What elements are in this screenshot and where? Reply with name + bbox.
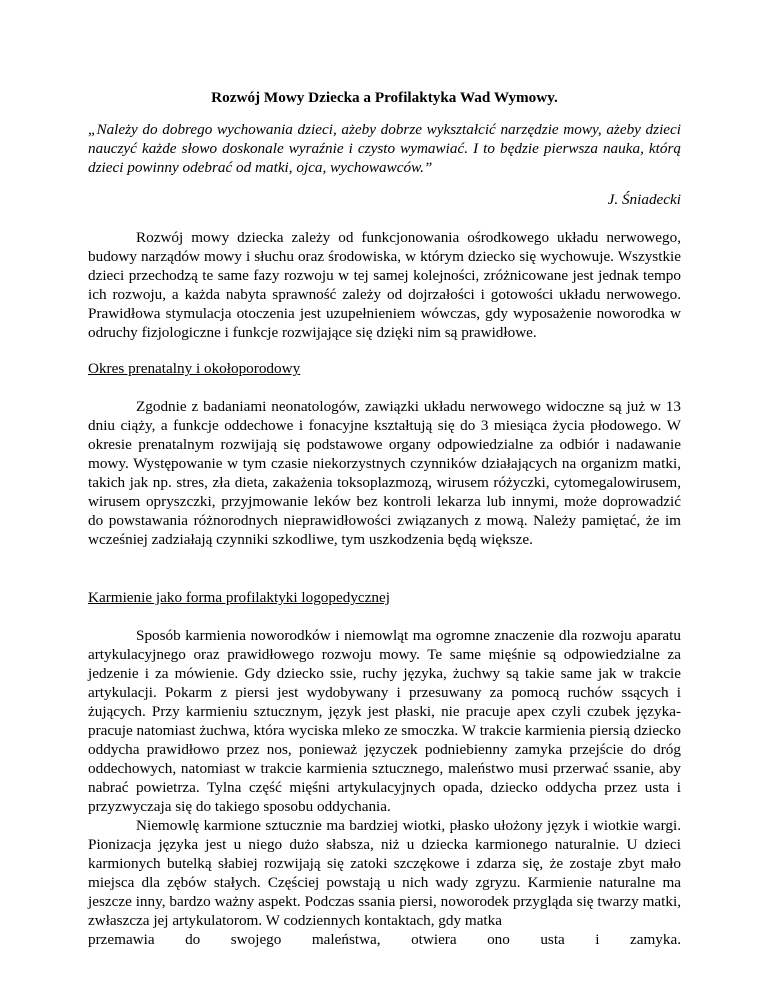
document-page	[88, 88, 681, 949]
section-heading-feeding: Karmienie jako forma profilaktyki logopedycznej	[88, 589, 390, 606]
document-title: Rozwój Mowy Dziecka a Profilaktyka Wad Wymowy.	[211, 89, 558, 106]
section-heading-prenatal: Okres prenatalny i okołoporodowy	[88, 360, 301, 377]
feeding-paragraph-1: Sposób karmienia noworodków i niemowląt ma ogromne znaczenie dla rozwoju aparatu artykulacyjnego oraz prawidłowego rozwoju mowy. Te same mięśnie są odpowiedzialne za jedzenie i za mówienie. Gdy dziecko ssie, ruchy języka, żuchwy są takie same jak w trakcie artykulacji. Pokarm z piersi jest wydobywany i przesuwany za pomocą ruchów ssących i żujących. Przy karmieniu sztucznym, język jest płaski, nie pracuje apex czyli czubek języka- pracuje natomiast żuchwa, która wyciska mleko ze smoczka. W trakcie karmienia piersią dziecko oddycha prawidłowo przez nos, ponieważ języczek podniebienny zamyka przejście do dróg oddechowych, natomiast w trakcie karmienia sztucznego, maleństwo musi przerwać ssanie, aby nabrać powietrza. Tylna część mięśni artykulacyjnych opada, dziecko oddycha przez usta i przyzwyczaja się do takiego sposobu oddychania.	[88, 627, 681, 815]
prenatal-paragraph: Zgodnie z badaniami neonatologów, zawiązki układu nerwowego widoczne są już w 13 dniu ciąży, a funkcje oddechowe i fonacyjne kształtują się do 3 miesiąca życia płodowego. W okresie prenatalnym rozwijają się podstawowe organy odpowiedzialne za odbiór i nadawanie mowy. Występowanie w tym czasie niekorzystnych czynników działających na organizm matki, takich jak np. stres, zła dieta, zakażenia toksoplazmozą, wirusem różyczki, cytomegalowirusem, wirusem opryszczki, przyjmowanie leków bez kontroli lekarza lub innymi, może doprowadzić do powstawania różnorodnych nieprawidłowości związanych z mową. Należy pamiętać, że im wcześniej zadziałają czynniki szkodliwe, tym uszkodzenia będą większe.	[88, 398, 681, 548]
feeding-paragraph-2-last-line: przemawia do swojego maleństwa, otwiera ono usta i zamyka.	[88, 931, 681, 948]
epigraph-author: J. Śniadecki	[607, 191, 681, 208]
intro-paragraph: Rozwój mowy dziecka zależy od funkcjonowania ośrodkowego układu nerwowego, budowy narządów mowy i słuchu oraz środowiska, w którym dziecko się wychowuje. Wszystkie dzieci przechodzą te same fazy rozwoju w tej samej kolejności, zróżnicowane jest jednak tempo ich rozwoju, a każda nabyta sprawność zależy od dojrzałości i gotowości układu nerwowego. Prawidłowa stymulacja otoczenia jest uzupełnieniem wówczas, gdy wyposażenie noworodka w odruchy fizjologiczne i funkcje rozwijające się dzięki nim są prawidłowe.	[88, 229, 681, 341]
epigraph-quote: „Należy do dobrego wychowania dzieci, ażeby dobrze wykształcić narzędzie mowy, ażeby dzieci nauczyć każde słowo doskonale wyraźnie i czysto wymawiać. I to będzie pierwsza nauka, którą dzieci powinny odebrać od matki, ojca, wychowawców.”	[88, 121, 681, 176]
feeding-paragraph-2: Niemowlę karmione sztucznie ma bardziej wiotki, płasko ułożony język i wiotkie wargi. Pionizacja języka jest u niego dużo słabsza, niż u dziecka karmionego naturalnie. U dzieci karmionych butelką słabiej rozwijają się zatoki szczękowe i zdarza się, że zostaje zbyt mało miejsca dla zębów stałych. Częściej powstają u nich wady zgryzu. Karmienie naturalne ma jeszcze inny, bardzo ważny aspekt. Podczas ssania piersi, noworodek przygląda się twarzy matki, zwłaszcza jej artykulatorom. W codziennych kontaktach, gdy matka	[88, 817, 681, 929]
